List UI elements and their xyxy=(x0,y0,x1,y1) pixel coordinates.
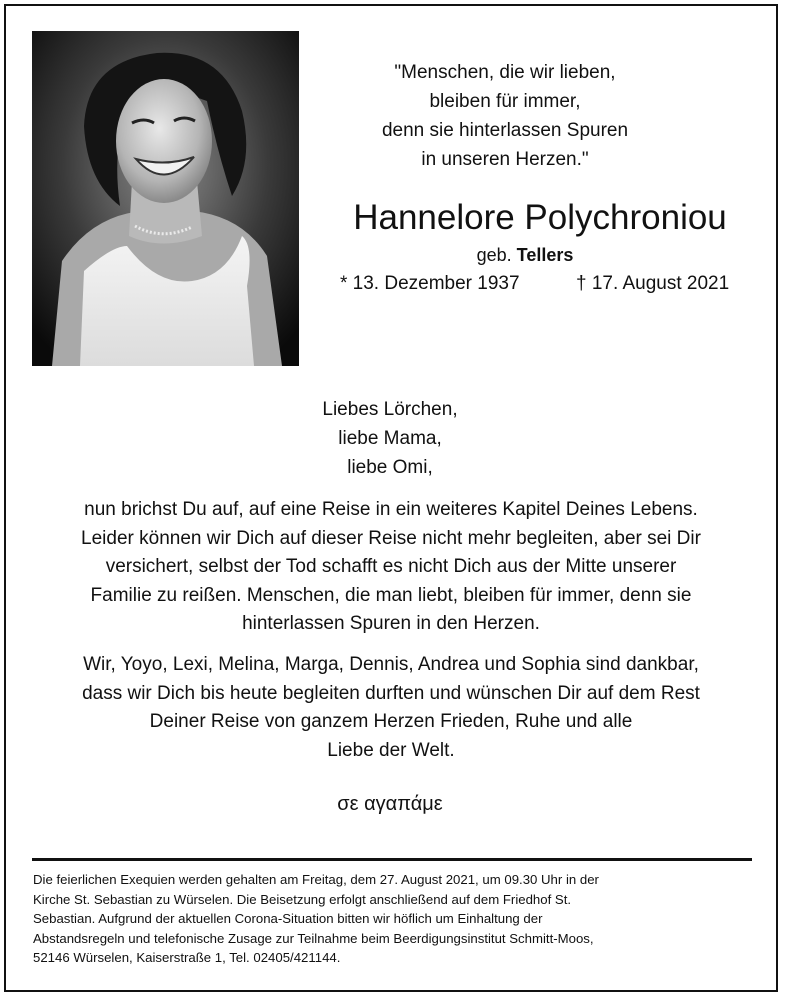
paragraph-line: versichert, selbst der Tod schafft es nicht Dich aus der Mitte unserer xyxy=(105,556,677,577)
greeting-line: Liebes Lörchen, xyxy=(322,399,458,420)
notice-line: Abstandsregeln und telefonische Zusage zur Teilnahme beim Beerdigungsinstitut Schmitt-Moos, xyxy=(33,930,594,946)
paragraph-line: hinterlassen Spuren in den Herzen. xyxy=(242,613,540,634)
notice-line: Kirche St. Sebastian zu Würselen. Die Beisetzung erfolgt anschließend auf dem Friedhof St. xyxy=(33,891,572,907)
paragraph-line: Liebe der Welt. xyxy=(327,739,455,761)
deceased-name: Hannelore Polychroniou xyxy=(353,198,727,237)
paragraph-line: Wir, Yoyo, Lexi, Melina, Marga, Dennis, Andrea und Sophia sind dankbar, xyxy=(83,654,699,675)
divider-line xyxy=(32,858,752,861)
birth-name-prefix: geb. xyxy=(476,245,512,265)
death-date: † 17. August 2021 xyxy=(576,273,730,294)
farewell-paragraph xyxy=(20,496,762,639)
greeting xyxy=(250,395,530,482)
notice-line: Sebastian. Aufgrund der aktuellen Corona-Situation bitten wir höflich um Einhaltung der xyxy=(33,911,543,926)
birth-date: * 13. Dezember 1937 xyxy=(340,273,520,294)
memorial-quote xyxy=(340,58,670,174)
paragraph-line: Deiner Reise von ganzem Herzen Frieden, Ruhe und alle xyxy=(149,711,633,732)
closing-greek: σε αγαπάμε xyxy=(337,793,443,815)
family-paragraph xyxy=(20,651,762,765)
portrait-image xyxy=(32,31,299,366)
greeting-line: liebe Omi, xyxy=(347,457,433,478)
quote-line: "Menschen, die wir lieben, xyxy=(394,62,616,83)
quote-line: denn sie hinterlassen Spuren xyxy=(381,120,629,141)
funeral-notice xyxy=(33,870,753,968)
quote-line: bleiben für immer, xyxy=(429,91,581,112)
paragraph-line: Familie zu reißen. Menschen, die man liebt, bleiben für immer, denn sie xyxy=(90,584,692,606)
quote-line: in unseren Herzen." xyxy=(421,149,589,170)
paragraph-line: dass wir Dich bis heute begleiten durften und wünschen Dir auf dem Rest xyxy=(82,682,700,704)
birth-name-value: Tellers xyxy=(516,245,574,265)
notice-line: Die feierlichen Exequien werden gehalten am Freitag, dem 27. August 2021, um 09.30 Uhr in der xyxy=(33,872,599,887)
greeting-line: liebe Mama, xyxy=(338,428,442,449)
birth-name xyxy=(320,242,730,268)
notice-line: 52146 Würselen, Kaiserstraße 1, Tel. 02405/421144. xyxy=(33,950,341,965)
paragraph-line: nun brichst Du auf, auf eine Reise in ein weiteres Kapitel Deines Lebens. xyxy=(84,499,698,520)
paragraph-line: Leider können wir Dich auf dieser Reise nicht mehr begleiten, aber sei Dir xyxy=(81,527,701,549)
portrait-photo xyxy=(32,31,299,366)
